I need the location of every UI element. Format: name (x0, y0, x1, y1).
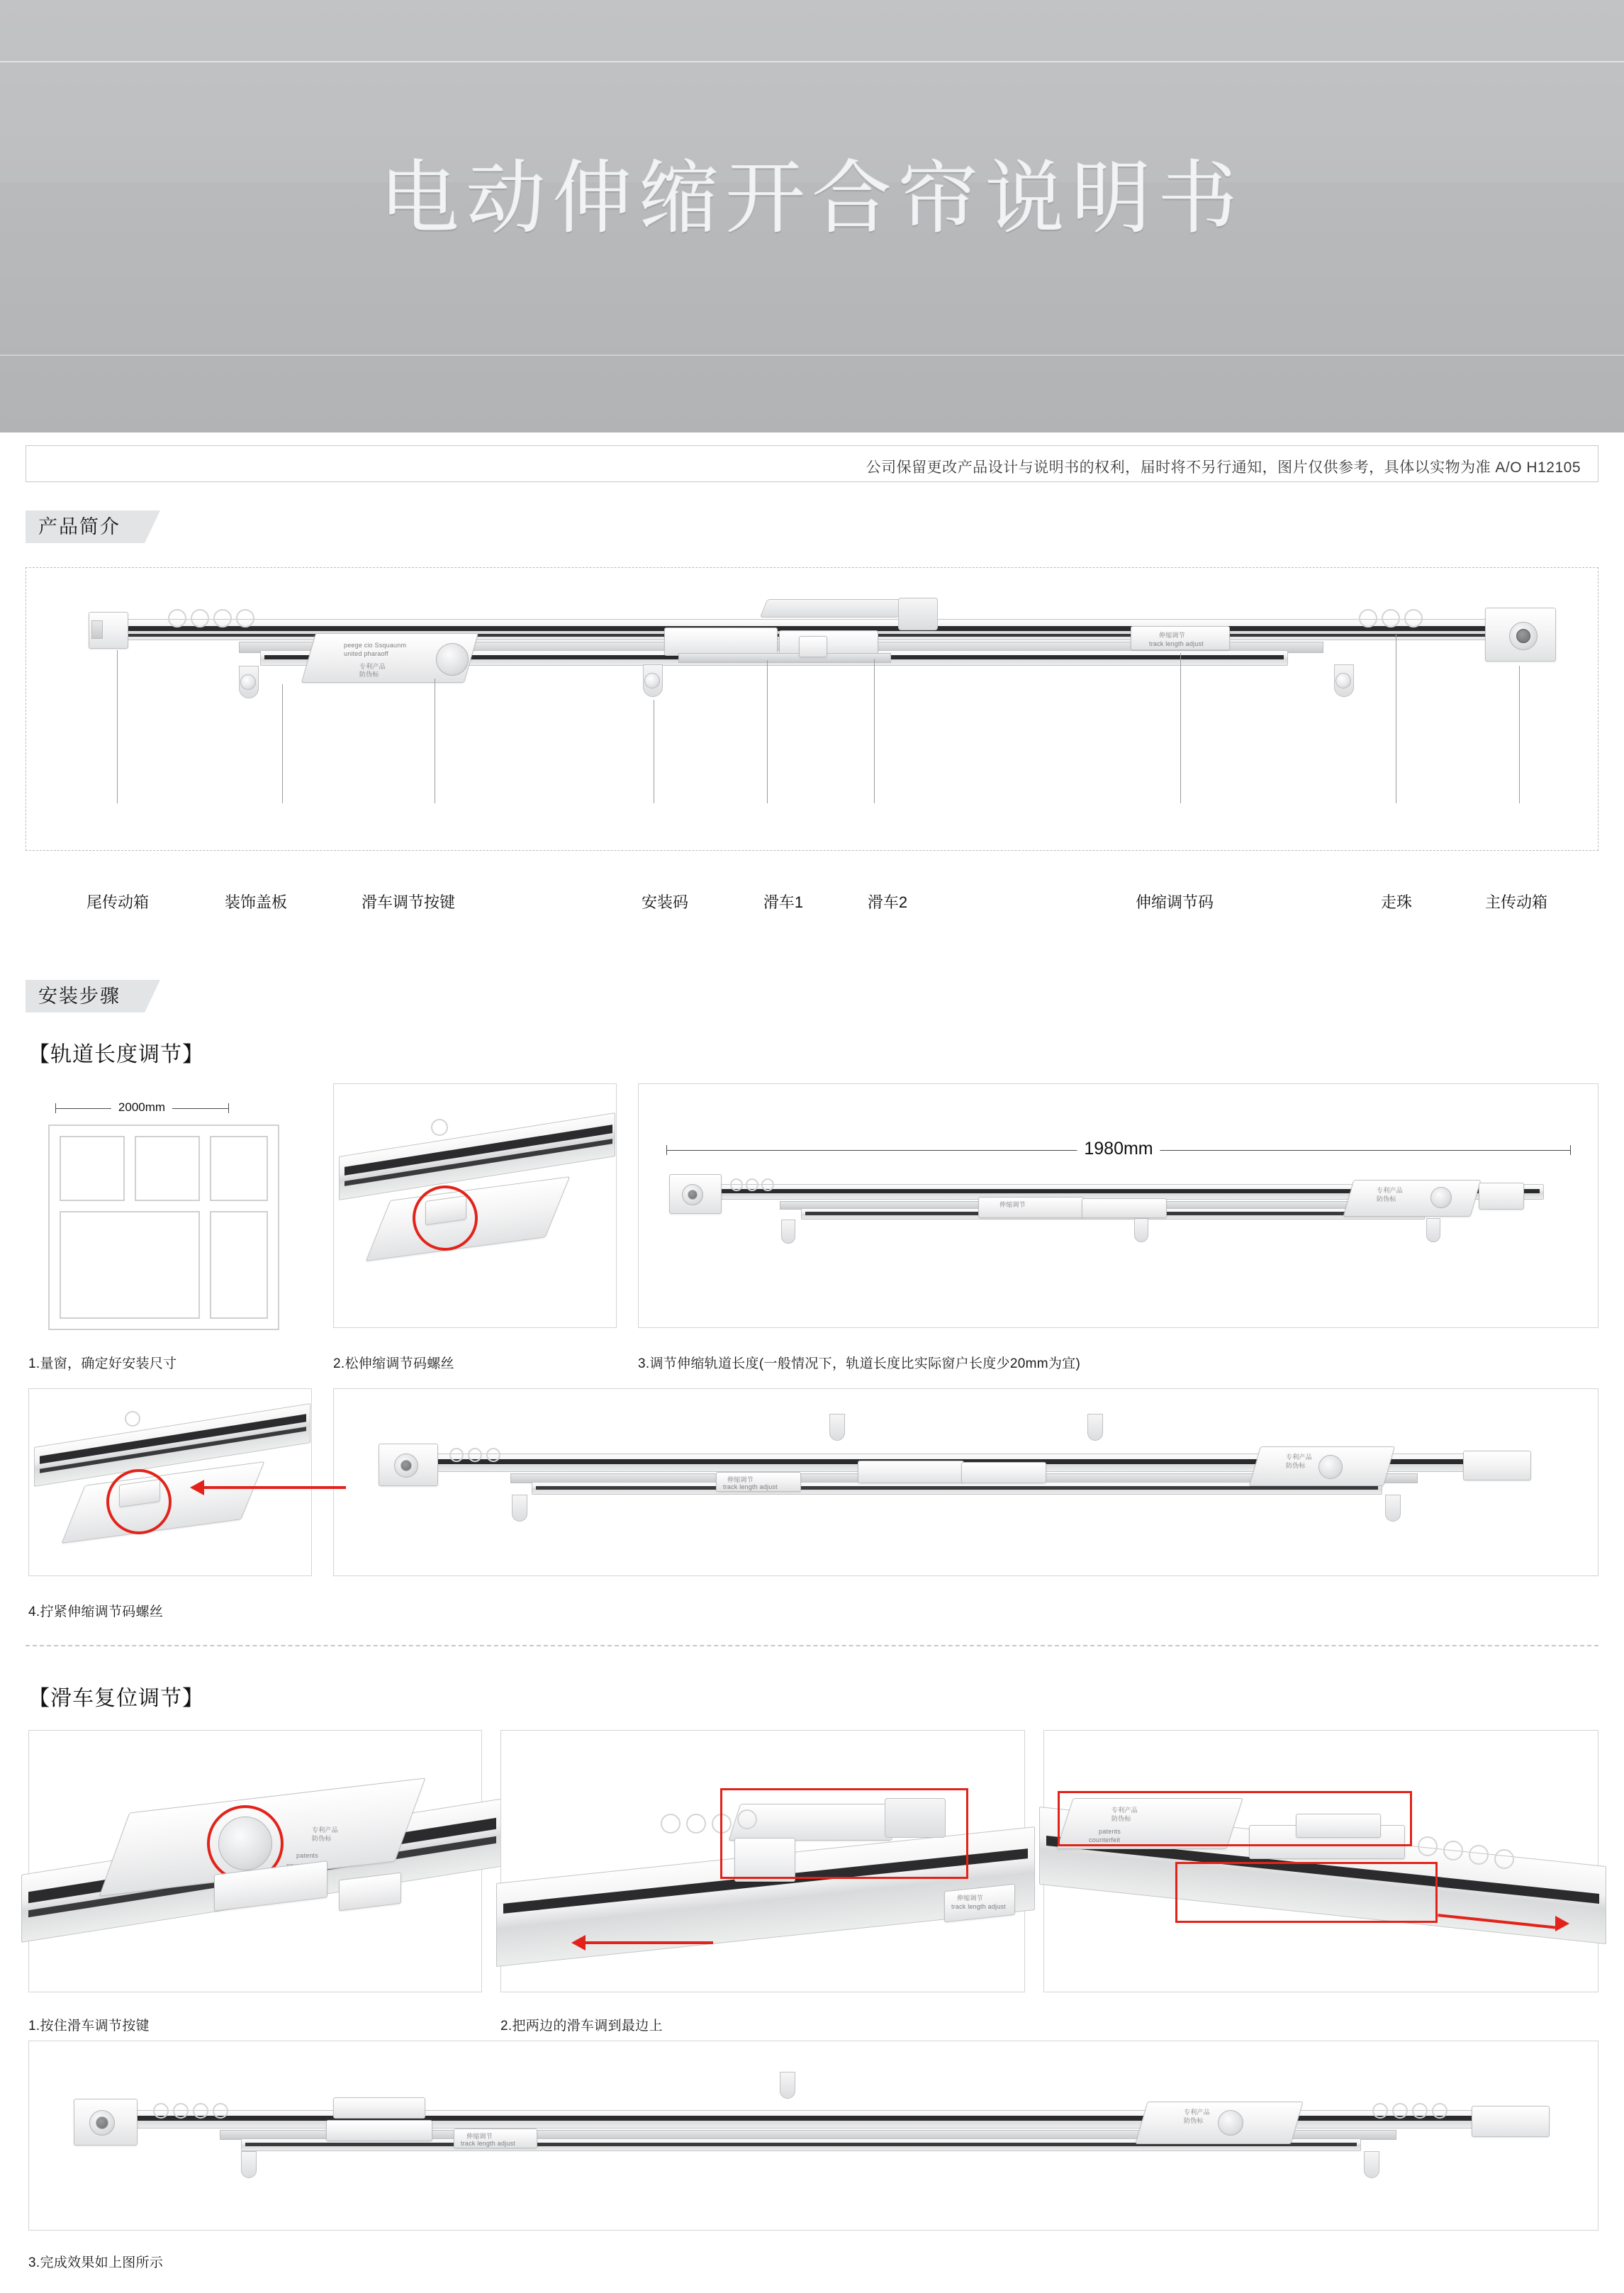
patent-microtext-2: counterfeit (1089, 1836, 1121, 1843)
highlight-rect-carriage (720, 1788, 968, 1879)
window-pane (135, 1136, 200, 1201)
patent-microtext: patents (1099, 1828, 1121, 1835)
highlight-rect-carriage-top (1058, 1791, 1412, 1846)
step4-rail-illustration (333, 1388, 1598, 1576)
carriage-2 (961, 1462, 1046, 1483)
section-tag-intro: 产品简介 (26, 511, 145, 543)
carriage-adjust-button[interactable] (436, 643, 469, 676)
carriage-adjust-button[interactable] (1318, 1455, 1343, 1479)
pointer-arrow (204, 1486, 346, 1489)
reset-step2-illustration-a (500, 1730, 1025, 1992)
patent-microtext: patents (296, 1852, 318, 1859)
tail-drive-box (1472, 2106, 1550, 2137)
brand-microtext-2: united pharaoff (344, 650, 388, 657)
part-label: 主传动箱 (1484, 893, 1548, 911)
brand-microtext: peege cio Ssquaunm (344, 642, 407, 649)
reset-step2-illustration-b (1043, 1730, 1598, 1992)
mounting-bracket (780, 2072, 795, 2099)
part-label: 滑车调节按键 (361, 893, 456, 911)
caption-reset-2: 2.把两边的滑车调到最边上 (500, 2019, 663, 2033)
adjuster-microtext-en: track length adjust (951, 1903, 1006, 1910)
badge-microtext-2: 防伪标 (1111, 1815, 1131, 1822)
badge-microtext: 专利产品 (359, 663, 386, 670)
carriage-adjust-button[interactable] (1218, 2110, 1243, 2136)
window-pane (60, 1136, 125, 1201)
part-label: 伸缩调节码 (1135, 893, 1214, 911)
part-label: 滑车1 (763, 893, 804, 911)
notice-bar (26, 445, 1598, 482)
product-rail-illustration (26, 568, 1598, 850)
adjuster-microtext: 伸缩调节 (727, 1476, 754, 1483)
caption-reset-1: 1.按住滑车调节按键 (28, 2019, 150, 2033)
badge-microtext-2: 防伪标 (1377, 1195, 1396, 1203)
adjuster-microtext-en: track length adjust (461, 2140, 515, 2147)
part-label: 尾传动箱 (86, 893, 150, 911)
carriage-adjust-button[interactable] (1430, 1187, 1452, 1208)
mounting-bracket (1087, 1414, 1103, 1441)
banner-divider-bottom (0, 355, 1624, 356)
badge-microtext: 专利产品 (1184, 2109, 1210, 2116)
mounting-bracket (781, 1220, 795, 1244)
section-tag-steps: 安装步骤 (26, 980, 145, 1012)
mounting-bracket (829, 1414, 845, 1441)
tail-drive-box (1479, 1183, 1524, 1210)
adjuster-microtext: 伸缩调节 (1159, 632, 1185, 639)
pointer-arrow-head (1555, 1916, 1569, 1931)
window-dimension-label: 2000mm (111, 1100, 172, 1115)
pointer-arrow (586, 1941, 713, 1944)
caption-step-4: 4.拧紧伸缩调节码螺丝 (28, 1605, 164, 1619)
notice-text: 公司保留更改产品设计与说明书的权利，届时将不另行通知，图片仅供参考，具体以实物为准 A/O H12105 (866, 459, 1581, 476)
adjuster-microtext: 伸缩调节 (466, 2133, 493, 2140)
adjuster-microtext-en: track length adjust (1149, 640, 1204, 647)
mounting-bracket (1364, 2151, 1379, 2178)
reset-step3-illustration (28, 2041, 1598, 2231)
badge-microtext-2: 防伪标 (1286, 1462, 1306, 1469)
mounting-bracket (1385, 1495, 1401, 1522)
adjuster-microtext: 伸缩调节 (999, 1201, 1026, 1208)
mounting-bracket (241, 2151, 257, 2178)
caption-step-3: 3.调节伸缩轨道长度(一般情况下，轨道长度比实际窗户长度少20mm为宜) (638, 1356, 1081, 1371)
window-pane (210, 1211, 268, 1319)
pointer-arrow-head (571, 1935, 586, 1951)
tail-drive-box (1463, 1451, 1531, 1480)
carriage-1 (858, 1461, 964, 1483)
step3-rail-illustration (638, 1083, 1598, 1328)
product-overview-panel (26, 567, 1598, 851)
subhead-carriage-reset: 【滑车复位调节】 (28, 1687, 204, 1710)
badge-microtext: 专利产品 (1111, 1807, 1138, 1814)
window-pane (210, 1136, 268, 1201)
decorative-cover-plate (1343, 1180, 1482, 1217)
caption-step-2: 2.松伸缩调节码螺丝 (333, 1356, 454, 1371)
badge-microtext-2: 防伪标 (359, 671, 379, 678)
part-label: 装饰盖板 (224, 893, 288, 911)
mounting-bracket (1426, 1218, 1440, 1242)
banner-divider-top (0, 61, 1624, 62)
caption-step-1: 1.量窗，确定好安装尺寸 (28, 1356, 177, 1371)
badge-microtext-2: 防伪标 (1184, 2117, 1204, 2124)
badge-microtext: 专利产品 (1286, 1454, 1312, 1461)
carriage-2 (779, 630, 878, 656)
mounting-bracket (512, 1495, 527, 1522)
carriage-hook-arm (898, 598, 938, 630)
reset-step1-illustration (28, 1730, 482, 1992)
pointer-arrow-head (190, 1480, 204, 1495)
highlight-circle-screw (106, 1469, 172, 1534)
caption-reset-3: 3.完成效果如上图所示 (28, 2255, 164, 2270)
carriage-1 (978, 1197, 1085, 1218)
carriage-2 (333, 2097, 425, 2119)
adjuster-microtext: 伸缩调节 (957, 1895, 983, 1902)
badge-microtext: 专利产品 (1377, 1187, 1403, 1194)
page-title: 电动伸缩开合帘说明书 (379, 154, 1245, 242)
window-pane (60, 1211, 200, 1319)
carriage-1 (326, 2120, 432, 2141)
mounting-bracket (1134, 1218, 1148, 1242)
highlight-circle-screw (413, 1185, 478, 1251)
highlight-rect-carriage-bottom (1175, 1862, 1438, 1923)
subhead-track-length: 【轨道长度调节】 (28, 1043, 204, 1066)
part-label: 安装码 (641, 893, 689, 911)
part-label: 走珠 (1380, 893, 1413, 911)
badge-microtext-2: 防伪标 (312, 1835, 332, 1842)
carriage-1 (664, 627, 778, 656)
carriage-2 (1082, 1198, 1167, 1218)
part-label: 滑车2 (867, 893, 908, 911)
adjuster-microtext-en: track length adjust (723, 1483, 778, 1490)
badge-microtext: 专利产品 (312, 1826, 338, 1834)
track-dimension-label: 1980mm (1077, 1139, 1160, 1159)
carriage-hook (760, 599, 907, 618)
header-banner (0, 0, 1624, 433)
